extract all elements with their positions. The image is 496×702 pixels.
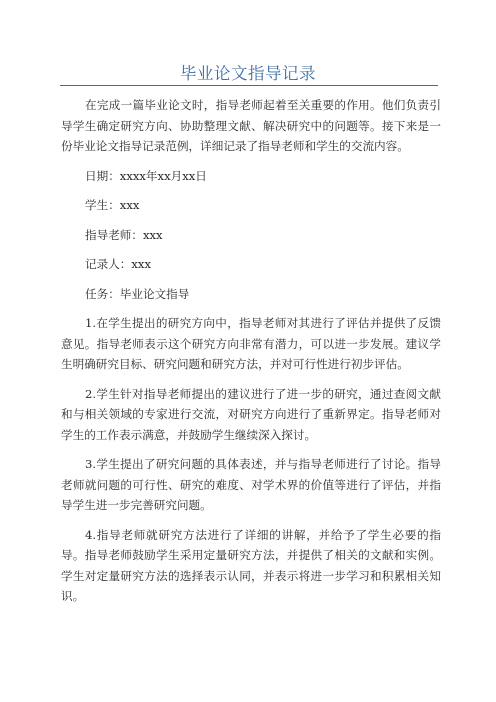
record-item-3: 3.学生提出了研究问题的具体表述，并与指导老师进行了讨论。指导老师就问题的可行性、研究的难度、对学术界的价值等进行了评估，并指导学生进一步完善研究问题。: [61, 457, 441, 512]
advisor-line: 指导老师：xxx: [85, 227, 163, 242]
record-item-2: 2.学生针对指导老师提出的建议进行了进一步的研究，通过查阅文献和与相关领域的专家进行交流，对研究方向进行了重新界定。指导老师对学生的工作表示满意，并鼓励学生继续深入探讨。: [61, 386, 441, 442]
title-divider: [60, 85, 438, 86]
document-body: [61, 95, 441, 616]
student-line: 学生：xxx: [85, 198, 140, 212]
page-title: 毕业论文指导记录: [180, 64, 316, 83]
record-item-4: 4.指导老师就研究方法进行了详细的讲解，并给予了学生必要的指导。指导老师鼓励学生采用定量研究方法，并提供了相关的文献和实例。学生对定量研究方法的选择表示认同，并表示将进一步学习和积累相关知识。: [61, 527, 441, 603]
date-line: 日期：xxxx年xx月xx日: [85, 168, 207, 183]
task-line: 任务：毕业论文指导: [85, 286, 190, 301]
intro-paragraph: 在完成一篇毕业论文时，指导老师起着至关重要的作用。他们负责引导学生确定研究方向、协助整理文献、解决研究中的问题等。接下来是一份毕业论文指导记录范例，详细记录了指导老师和学生的交流内容。: [61, 98, 441, 153]
recorder-line: 记录人：xxx: [85, 257, 151, 271]
record-item-1: 1.在学生提出的研究方向中，指导老师对其进行了评估并提供了反馈意见。指导老师表示这个研究方向非常有潜力，可以进一步发展。建议学生明确研究目标、研究问题和研究方法，并对可行性进行初步评估。: [61, 316, 441, 371]
